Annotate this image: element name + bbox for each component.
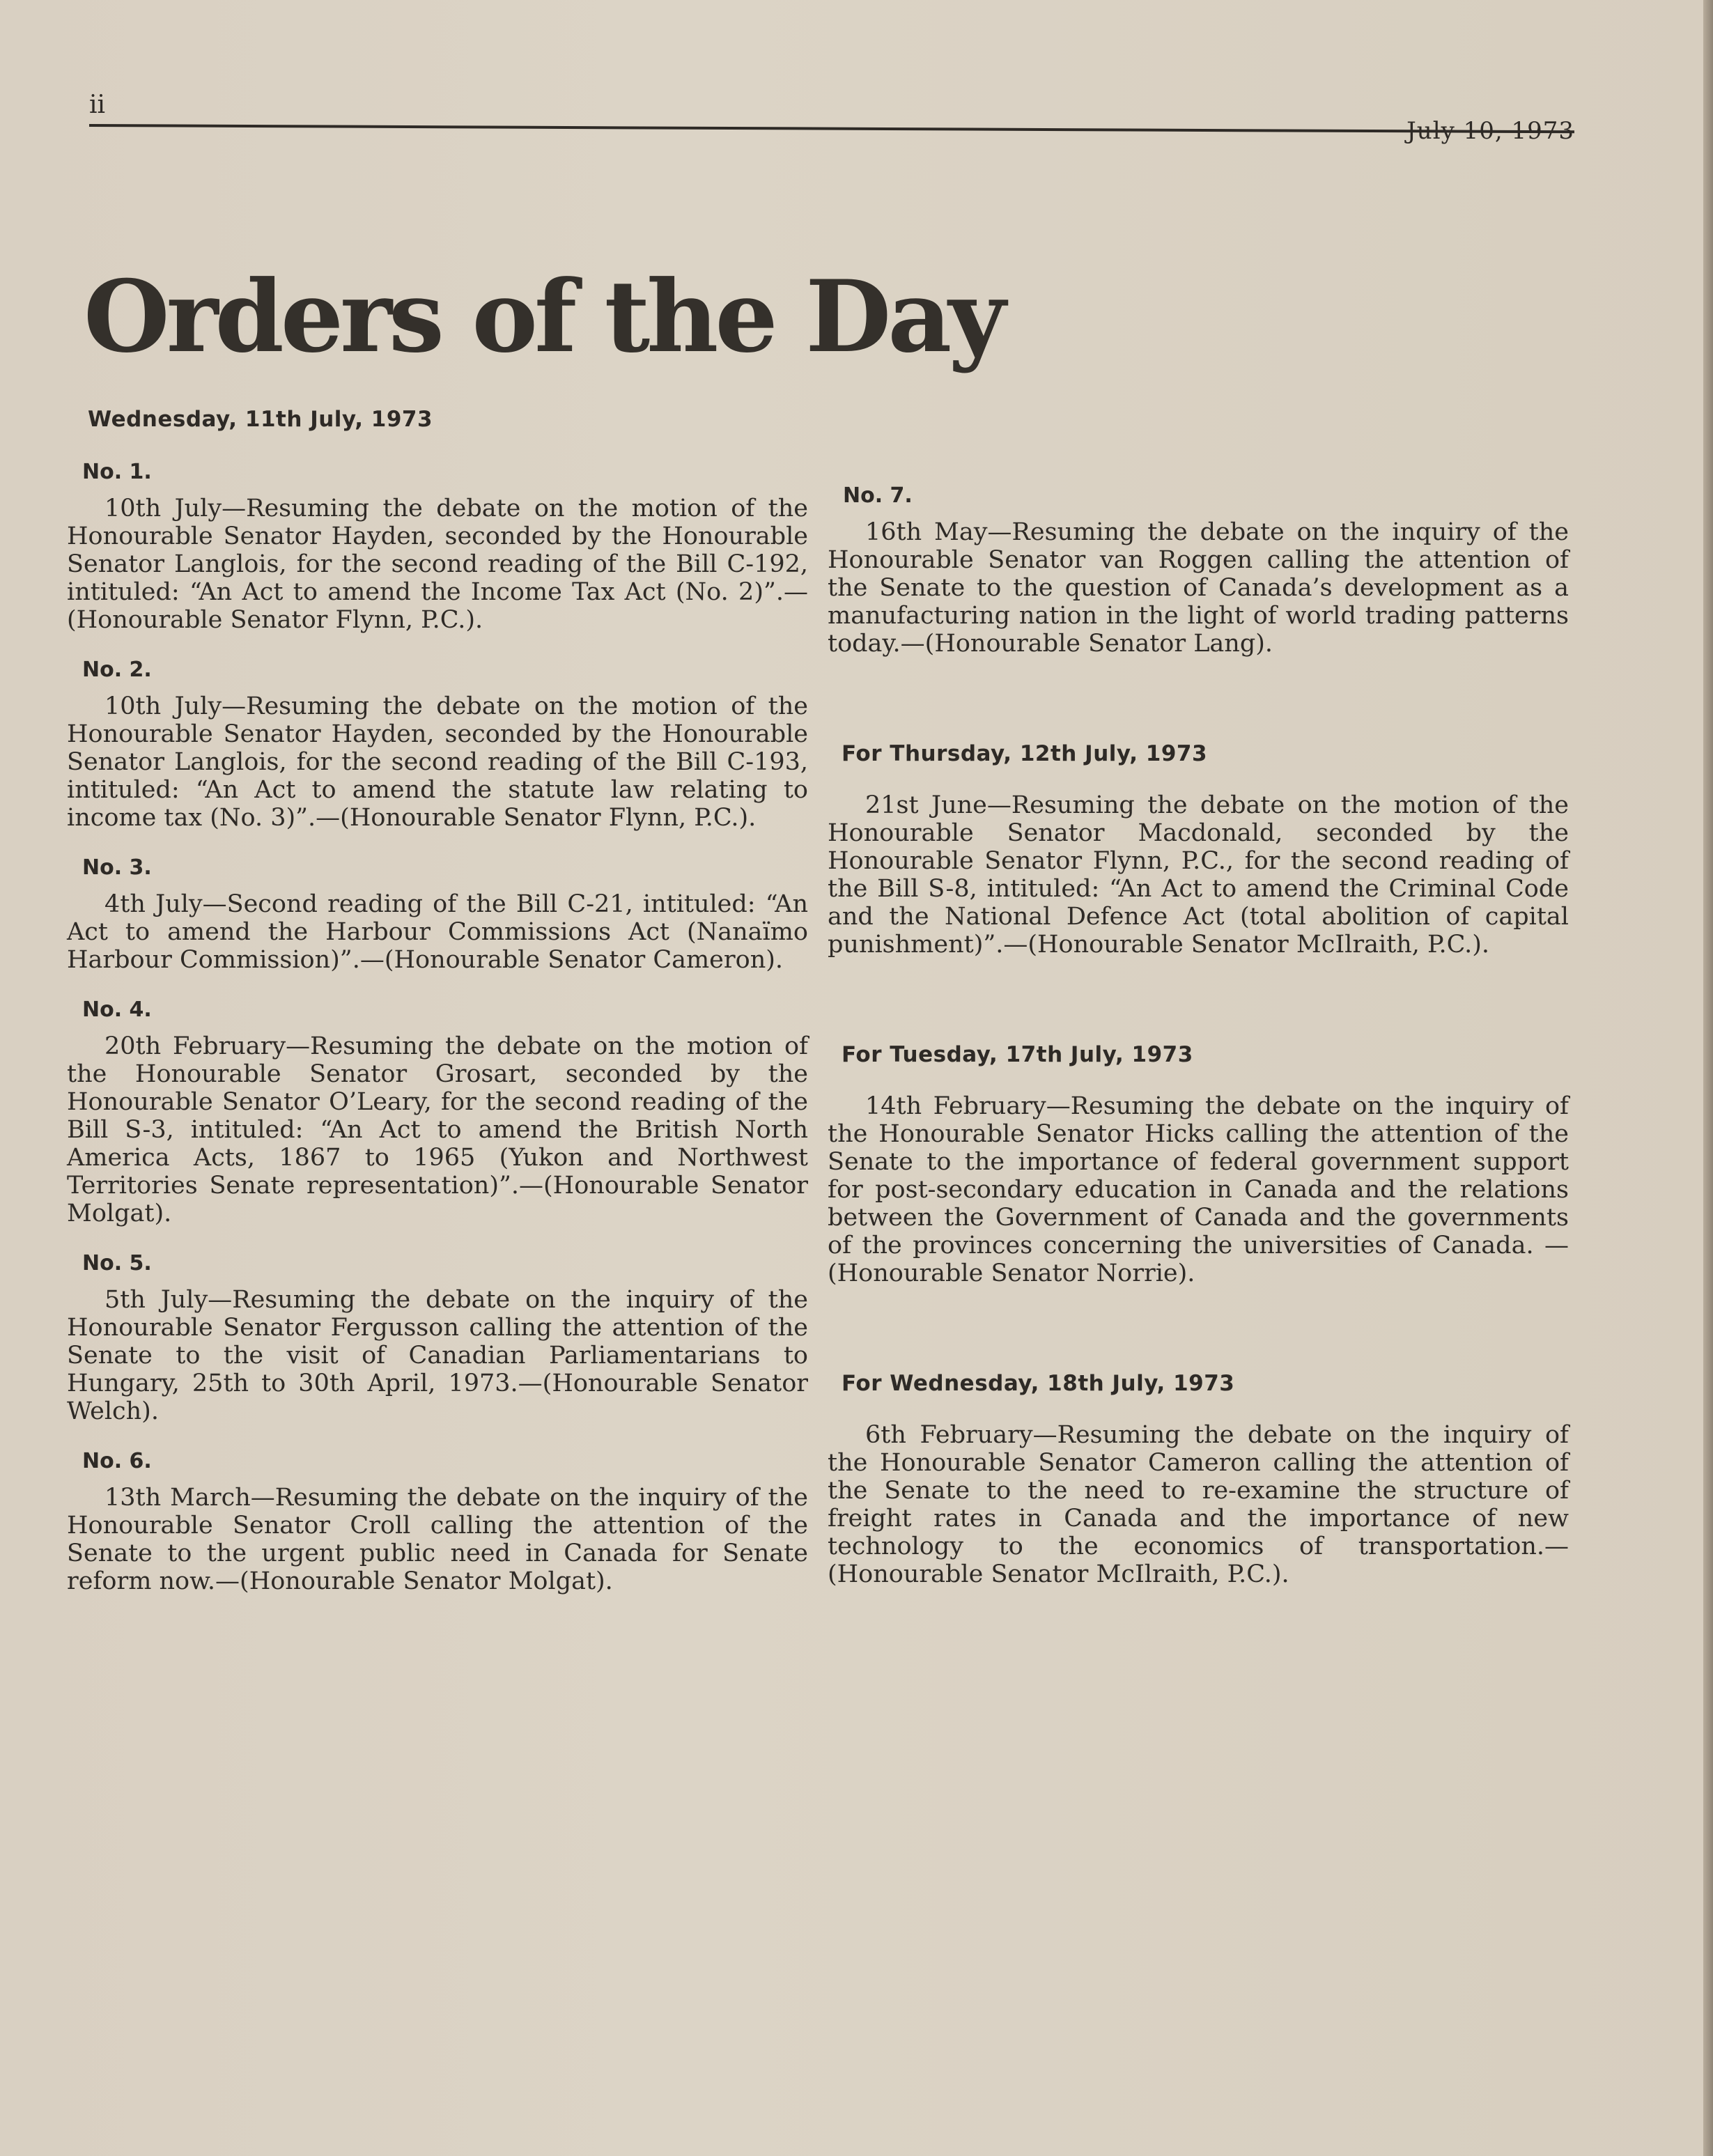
- item-number: No. 2.: [82, 658, 152, 682]
- item-text: 20th February—Resuming the debate on the motion of the Honourable Senator Grosart, seconded by the Honourable Senator O’Leary, for the second reading of the Bill S-3, intituled: “An Act to amend the British North America Acts, 1867 to 1965 (Yukon and Northwest Territories Senate representation)”.—(Honourable Senator Molgat).: [67, 1032, 808, 1227]
- item-text: 14th February—Resuming the debate on the inquiry of the Honourable Senator Hicks calling the attention of the Senate to the importance of federal government support for post-secondary education in Canada and the relations between the Government of Canada and the governments of the provinces concerning the universities of Canada. —(Honourable Senator Norrie).: [828, 1092, 1569, 1287]
- order-item-7: [828, 482, 1569, 658]
- section-spacer: [828, 981, 1569, 1041]
- item-text: 5th July—Resuming the debate on the inquiry of the Honourable Senator Fergusson calling the attention of the Senate to the visit of Canadian Parliamentarians to Hungary, 25th to 30th April, 1973.—(Honourable Senator Welch).: [67, 1286, 808, 1425]
- order-item-1: [67, 458, 808, 634]
- item-number: No. 4.: [82, 998, 152, 1022]
- day-heading: For Tuesday, 17th July, 1973: [842, 1042, 1193, 1067]
- order-item-6: [67, 1448, 808, 1595]
- item-number: No. 7.: [843, 483, 913, 508]
- order-item-2: [67, 656, 808, 832]
- left-column: [67, 405, 808, 1618]
- day-heading: For Thursday, 12th July, 1973: [842, 741, 1208, 766]
- page-title: Orders of the Day: [84, 259, 1002, 375]
- page-edge: [1703, 0, 1713, 2156]
- section-spacer: [828, 1310, 1569, 1370]
- order-item-4: [67, 996, 808, 1227]
- item-number: No. 5.: [82, 1251, 152, 1275]
- day-heading: For Wednesday, 18th July, 1973: [842, 1371, 1235, 1396]
- section-tuesday: [828, 1041, 1569, 1287]
- item-text: 10th July—Resuming the debate on the motion of the Honourable Senator Hayden, seconded by the Honourable Senator Langlois, for the second reading of the Bill C-193, intituled: “An Act to amend the statute law relating to income tax (No. 3)”.—(Honourable Senator Flynn, P.C.).: [67, 692, 808, 832]
- item-text: 21st June—Resuming the debate on the motion of the Honourable Senator Macdonald, seconded by the Honourable Senator Flynn, P.C., for the second reading of the Bill S-8, intituled: “An Act to amend the Criminal Code and the National Defence Act (total abolition of capital punishment)”.—(Honourable Senator McIlraith, P.C.).: [828, 791, 1569, 959]
- item-text: 10th July—Resuming the debate on the motion of the Honourable Senator Hayden, seconded by the Honourable Senator Langlois, for the second reading of the Bill C-192, intituled: “An Act to amend the Income Tax Act (No. 2)”.—(Honourable Senator Flynn, P.C.).: [67, 495, 808, 634]
- item-number: No. 1.: [82, 460, 152, 484]
- section-spacer: [828, 680, 1569, 740]
- running-header: [89, 91, 1574, 153]
- item-text: 4th July—Second reading of the Bill C-21, intituled: “An Act to amend the Harbour Commissions Act (Nanaïmo Harbour Commission)”.—(Honourable Senator Cameron).: [67, 890, 808, 974]
- section-thursday: [828, 740, 1569, 959]
- item-number: No. 3.: [82, 855, 152, 880]
- section-wednesday: [828, 1370, 1569, 1588]
- item-text: 13th March—Resuming the debate on the inquiry of the Honourable Senator Croll calling the attention of the Senate to the urgent public need in Canada for Senate reform now.—(Honourable Senator Molgat).: [67, 1484, 808, 1595]
- right-column: [828, 482, 1569, 1611]
- header-rule: [89, 124, 1574, 133]
- item-text: 16th May—Resuming the debate on the inquiry of the Honourable Senator van Roggen calling the attention of the Senate to the question of Canada’s development as a manufacturing nation in the light of world trading patterns today.—(Honourable Senator Lang).: [828, 518, 1569, 658]
- page-number: ii: [89, 91, 106, 119]
- item-number: No. 6.: [82, 1449, 152, 1473]
- header-date: July 10, 1973: [1406, 117, 1574, 145]
- item-text: 6th February—Resuming the debate on the inquiry of the Honourable Senator Cameron calling the attention of the Senate to the need to re-examine the structure of freight rates in Canada and the importance of new technology to the economics of transportation.—(Honourable Senator McIlraith, P.C.).: [828, 1421, 1569, 1588]
- order-item-5: [67, 1250, 808, 1425]
- day-heading: Wednesday, 11th July, 1973: [88, 407, 433, 432]
- order-item-3: [67, 854, 808, 974]
